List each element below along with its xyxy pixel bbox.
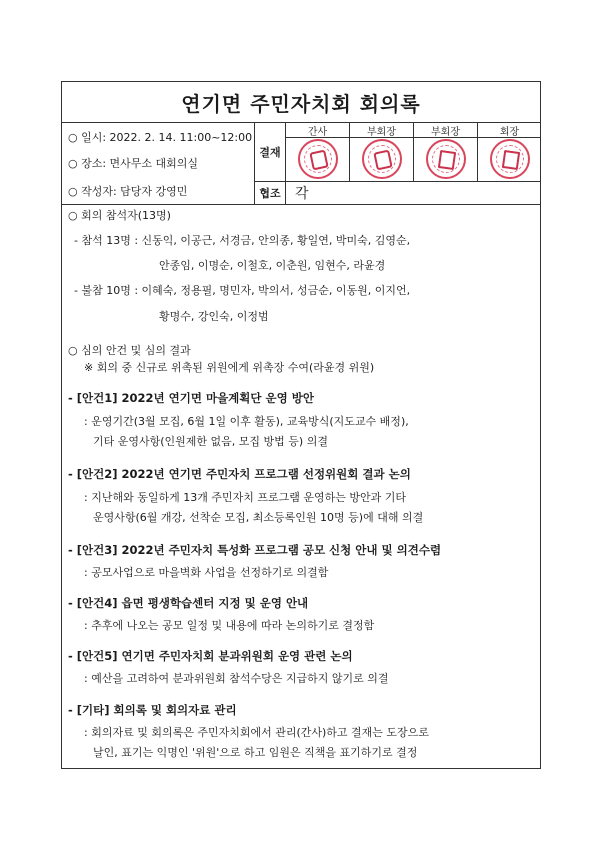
signature-vice-chair-1 [350,137,414,181]
role-vice-chair-2: 부회장 [414,123,478,137]
cooperation-label: 협조 [255,182,286,204]
present-list-cont: 안종임, 이명순, 이철호, 이춘원, 임현수, 라윤경 [159,259,386,272]
agenda-header: ○ 심의 안건 및 심의 결과 [68,344,191,357]
agenda-other-line: : 회의자료 및 회의록은 주민자치회에서 관리(간사)하고 결재는 도장으로 [84,726,429,739]
document-title: 연기면 주민자치회 회의록 [181,91,421,116]
agenda-item-1-line: 기타 운영사항(인원제한 없음, 모집 방법 등) 의결 [93,435,328,448]
agenda-item-4-line: : 추후에 나오는 공모 일정 및 내용에 따라 논의하기로 결정함 [84,619,375,632]
agenda-item-2-title: - [안건2] 2022년 연기면 주민자치 프로그램 선정위원회 결과 논의 [68,467,411,481]
signature-secretary [286,137,350,181]
meeting-writer: ○ 작성자: 담당자 강영민 [68,185,188,198]
role-chair: 회장 [499,126,520,138]
present-list: - 참석 13명 : 신동익, 이공근, 서경금, 안의종, 황일연, 박미숙, 김영순, [74,234,411,247]
agenda-item-3-line: : 공모사업으로 마을벽화 사업을 선정하기로 의결함 [84,566,329,579]
agenda-item-4-title: - [안건4] 읍면 평생학습센터 지정 및 운영 안내 [68,596,309,610]
seal-stamp-icon [298,139,338,179]
approval-label: 결재 [255,123,286,181]
agenda-item-3-title: - [안건3] 2022년 주민자치 특성화 프로그램 공모 신청 안내 및 의견수렴 [68,543,442,557]
meeting-date: ○ 일시: 2022. 2. 14. 11:00~12:00 [68,131,253,144]
absent-list-cont: 황명수, 강인숙, 이정범 [159,310,269,323]
meeting-info [62,123,254,204]
minutes-document [61,81,541,769]
agenda-note: ※ 회의 중 신규로 위촉된 위원에게 위촉장 수여(라윤경 위원) [84,361,375,374]
signature-vice-chair-2 [414,137,478,181]
agenda-item-1-title: - [안건1] 2022년 연기면 마을계획단 운영 방안 [68,391,314,405]
agenda-item-2-line: 운영사항(6월 개강, 선착순 모집, 최소등록인원 10명 등)에 대해 의결 [93,511,424,524]
title-row [62,82,540,123]
seal-stamp-icon [362,139,402,179]
agenda-item-2-line: : 지난해와 동일하게 13개 주민자치 프로그램 운영하는 방안과 기타 [84,491,406,504]
agenda-other-line: 날인, 표기는 익명인 '위원'으로 하고 임원은 직책을 표기하기로 결정 [93,746,418,759]
role-vice-chair-1: 부회장 [350,123,414,137]
signature-chair [478,137,541,181]
attendees-header: ○ 회의 참석자(13명) [68,209,171,222]
agenda-item-5-title: - [안건5] 연기면 주민자치회 분과위원회 운영 관련 논의 [68,649,353,663]
absent-list: - 불참 10명 : 이혜숙, 정용필, 명민자, 박의서, 성금순, 이동원, 이지언, [74,284,411,297]
info-section [62,123,540,205]
agenda-other-title: - [기타] 회의록 및 회의자료 관리 [68,703,237,717]
agenda-item-5-line: : 예산을 고려하여 분과위원회 참석수당은 지급하지 않기로 의결 [84,672,389,685]
agenda-item-1-line: : 운영기간(3월 모집, 6월 1일 이후 활동), 교육방식(지도교수 배정), [84,415,409,428]
role-secretary: 간사 [286,123,350,137]
approval-box [254,123,541,204]
cooperation-row [255,181,541,205]
seal-stamp-icon [490,139,530,179]
meeting-place: ○ 장소: 면사무소 대회의실 [68,157,199,170]
cooperation-signature: 각 [295,186,309,202]
seal-stamp-icon [426,139,466,179]
